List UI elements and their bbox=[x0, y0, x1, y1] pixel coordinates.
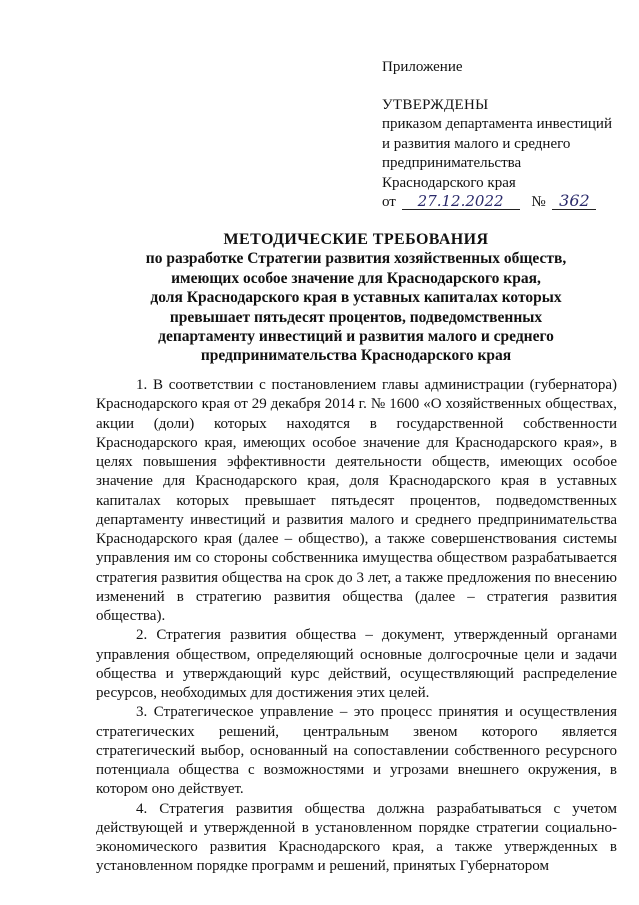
approved-label: УТВЕРЖДЕНЫ bbox=[382, 96, 489, 113]
title-line: департаменту инвестиций и развития малого и среднего bbox=[158, 328, 554, 346]
paragraph: 1. В соответствии с постановлением главы администрации (губернатора) Краснодарского края от 29 декабря 2014 г. № 1600 «О хозяйственных обществах, акции (доли) которых находятся в государственной собственности Краснодарского края, имеющих особое значение для Краснодарского края», в целях повышения эффективности деятельности обществ, имеющих особое значение для Краснодарского края, доля Краснодарского края в уставных капиталах которых превышает пятьдесят процентов, подведомственных департаменту инвестиций и развития малого и среднего предпринимательства Краснодарского края (далее – общество), а также совершенствования системы управления им со стороны собственника имущества обществом разрабатывается стратегия развития общества на срок до 3 лет, а также предложения по внесению изменений в стратегию развития общества (далее – стратегия развития общества). bbox=[96, 377, 617, 624]
title-main: МЕТОДИЧЕСКИЕ ТРЕБОВАНИЯ bbox=[223, 231, 489, 248]
title-line: по разработке Стратегии развития хозяйственных обществ, bbox=[145, 250, 567, 268]
from-label: от bbox=[382, 194, 396, 210]
approval-line: Краснодарского края bbox=[382, 174, 516, 191]
document-title bbox=[96, 230, 616, 366]
title-line: предпринимательства Краснодарского края bbox=[200, 347, 512, 365]
order-date: 27.12.2022 bbox=[402, 193, 520, 210]
paragraph: 3. Стратегическое управление – это процесс принятия и осуществления стратегических решений, центральным звеном которого является стратегический выбор, основанный на сопоставлении собственного ресурсного потенциала общества с возможностями и угрозами внешнего окружения, в котором оно действует. bbox=[96, 704, 617, 798]
paragraph: 2. Стратегия развития общества – документ, утвержденный органами управления обществом, определяющий основные долгосрочные цели и задачи общества и утверждающий курс действий, осуществляющий распределение ресурсов, необходимых для достижения этих целей. bbox=[96, 627, 617, 701]
number-label: № bbox=[531, 194, 546, 210]
approval-line: приказом департамента инвестиций bbox=[382, 116, 612, 132]
approval-line: и развития малого и среднего bbox=[382, 135, 571, 152]
appendix-label: Приложение bbox=[382, 59, 463, 75]
paragraph: 4. Стратегия развития общества должна разрабатываться с учетом действующей и утвержденной в установленном порядке стратегии социально-экономического развития Краснодарского края, а также утвержденных в установленном порядке программ и решений, принятых Губернатором bbox=[96, 800, 617, 875]
order-line bbox=[382, 193, 627, 213]
approval-line: предпринимательства bbox=[382, 155, 522, 171]
order-number: 362 bbox=[552, 193, 596, 210]
document-body bbox=[96, 376, 617, 877]
title-line: доля Краснодарского края в уставных капиталах которых bbox=[150, 289, 562, 307]
title-line: превышает пятьдесят процентов, подведомственных bbox=[169, 308, 543, 326]
approval-block bbox=[382, 58, 627, 213]
title-line: имеющих особое значение для Краснодарского края, bbox=[171, 269, 541, 287]
